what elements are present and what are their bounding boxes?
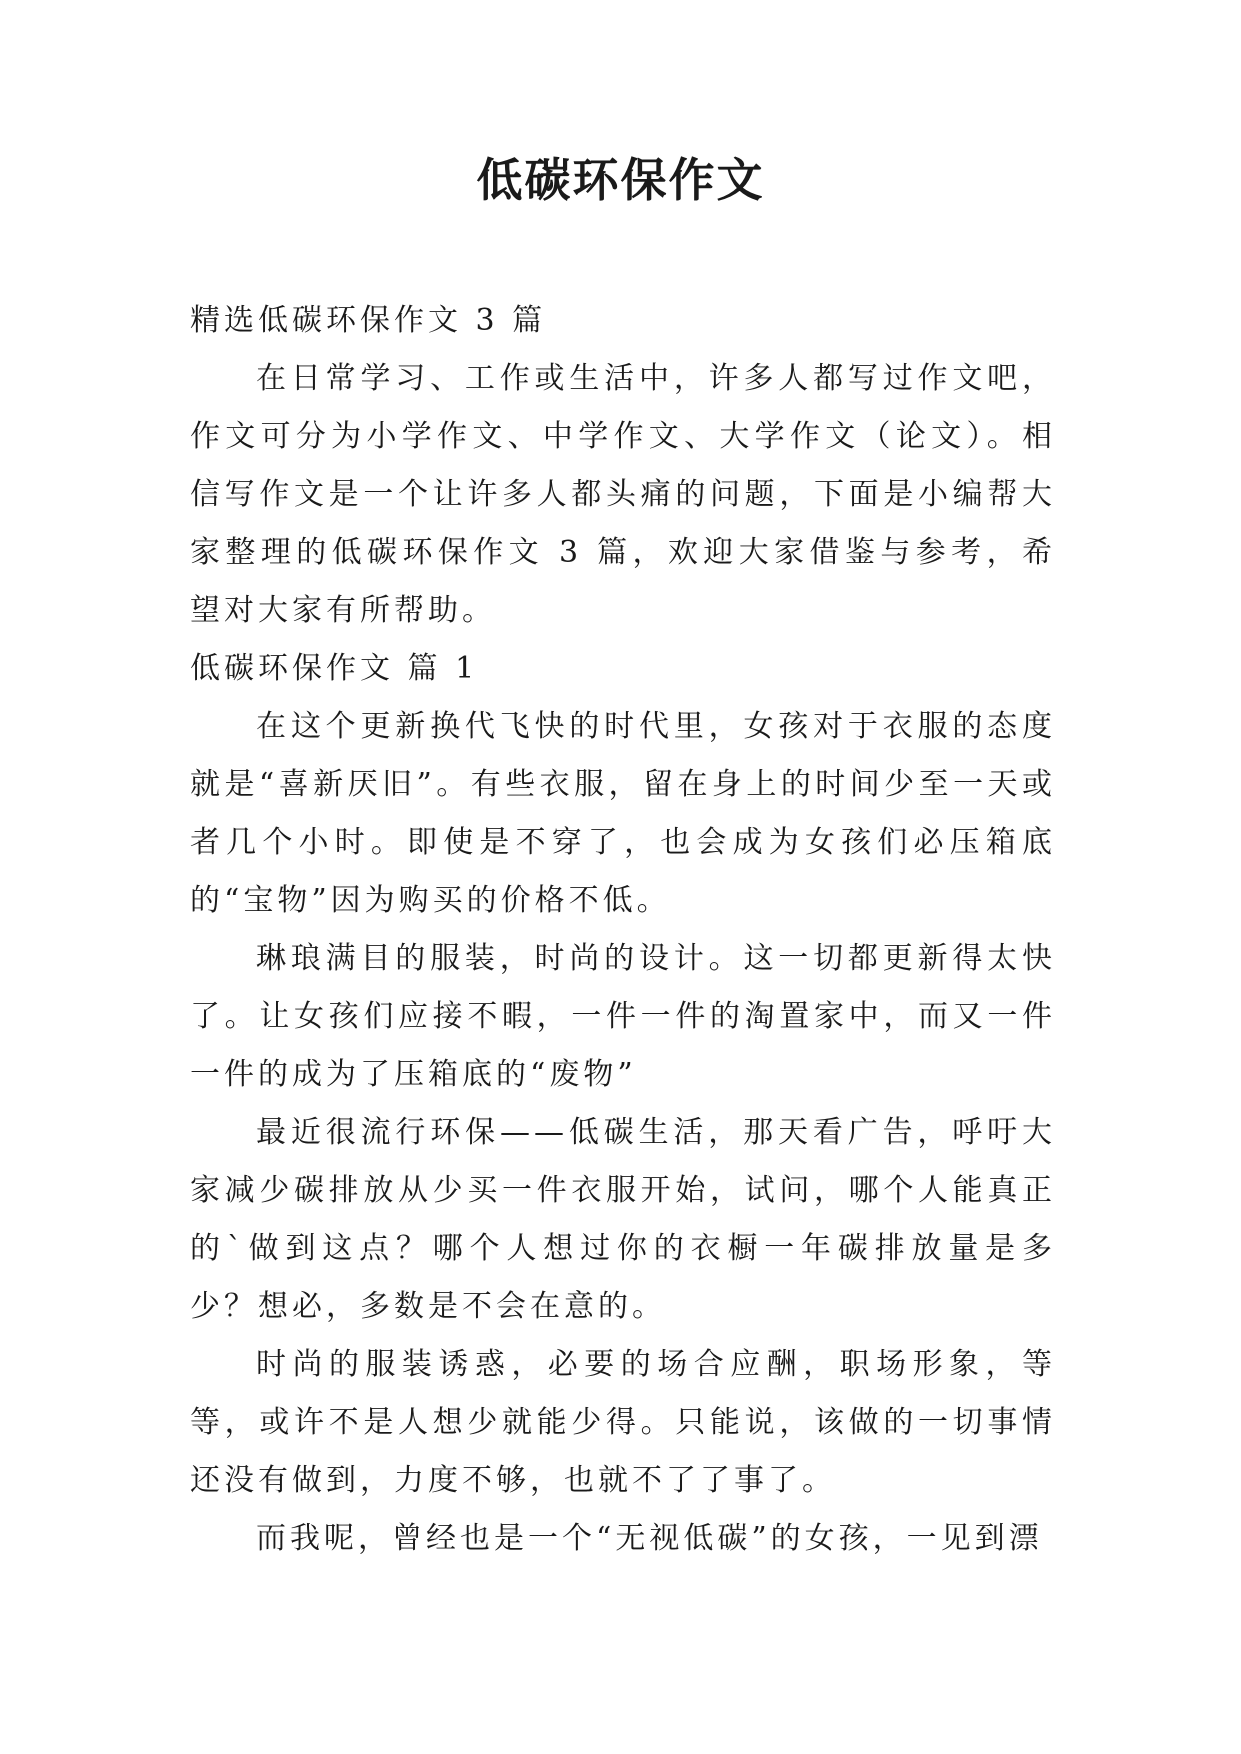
document-title: 低碳环保作文 bbox=[476, 153, 765, 207]
document-body bbox=[190, 292, 1056, 1568]
body-paragraph: 琳琅满目的服装，时尚的设计。这一切都更新得太快了。让女孩们应接不暇，一件一件的淘置家中，而又一件一件的成为了压箱底的“废物” bbox=[190, 941, 1056, 1092]
body-paragraph: 而我呢，曾经也是一个“无视低碳”的女孩，一见到漂 bbox=[256, 1521, 1043, 1556]
body-paragraph: 在这个更新换代飞快的时代里，女孩对于衣服的态度就是“喜新厌旧”。有些衣服，留在身上的时间少至一天或者几个小时。即使是不穿了，也会成为女孩们必压箱底的“宝物”因为购买的价格不低。 bbox=[190, 709, 1056, 918]
body-paragraph: 时尚的服装诱惑，必要的场合应酬，职场形象，等等，或许不是人想少就能少得。只能说，该做的一切事情还没有做到，力度不够，也就不了了事了。 bbox=[190, 1347, 1056, 1498]
subtitle: 精选低碳环保作文 3 篇 bbox=[190, 303, 547, 338]
intro-paragraph: 在日常学习、工作或生活中，许多人都写过作文吧，作文可分为小学作文、中学作文、大学作文（论文）。相信写作文是一个让许多人都头痛的问题，下面是小编帮大家整理的低碳环保作文 3 篇，欢迎大家借鉴与参考，希望对大家有所帮助。 bbox=[190, 361, 1056, 628]
body-paragraph: 最近很流行环保——低碳生活，那天看广告，呼吁大家减少碳排放从少买一件衣服开始，试问，哪个人能真正的`做到这点？哪个人想过你的衣橱一年碳排放量是多少？想必，多数是不会在意的。 bbox=[190, 1115, 1056, 1324]
section-heading: 低碳环保作文 篇 1 bbox=[190, 651, 479, 686]
